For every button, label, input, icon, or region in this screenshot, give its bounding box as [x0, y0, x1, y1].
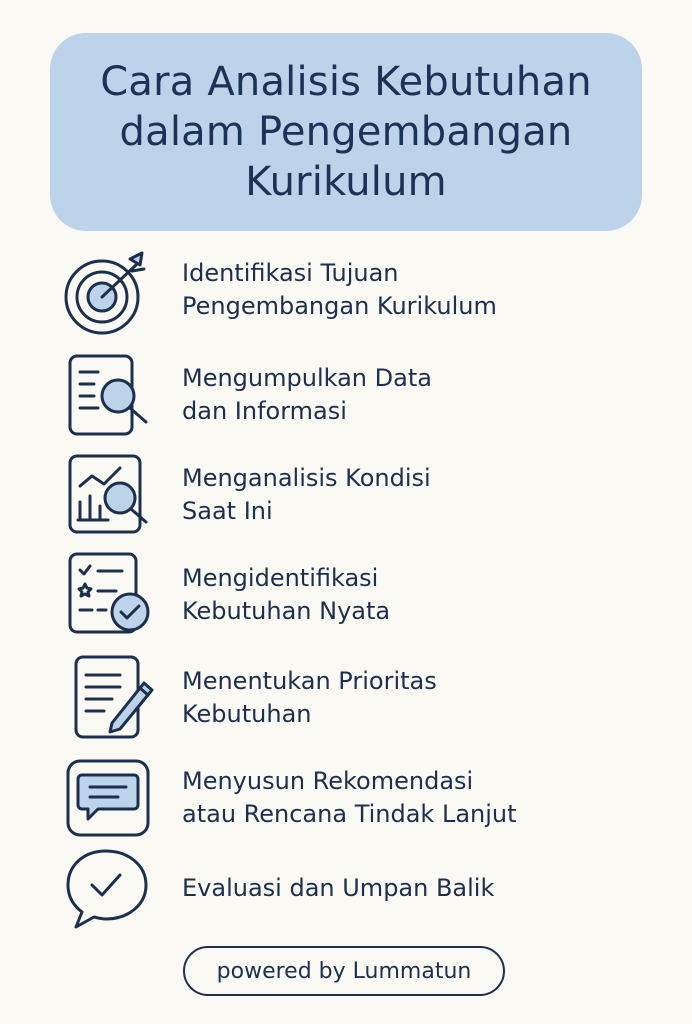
step-line-1: Menentukan Prioritas: [182, 667, 437, 695]
step-line-2: atau Rencana Tindak Lanjut: [182, 800, 517, 828]
step-item-3: [60, 450, 660, 540]
target-icon: [60, 245, 156, 335]
step-label: [182, 550, 642, 640]
step-line-1: Mengidentifikasi: [182, 564, 379, 592]
step-item-4: [60, 550, 660, 640]
step-label: [182, 753, 642, 843]
step-line-2: dan Informasi: [182, 397, 347, 425]
step-line-2: Kebutuhan Nyata: [182, 597, 391, 625]
step-item-5: [60, 653, 660, 743]
step-label: [182, 245, 642, 335]
step-label: [182, 350, 642, 440]
step-item-2: [60, 350, 660, 440]
chart-analysis-icon: [60, 450, 156, 540]
speech-check-icon: [60, 843, 156, 933]
step-item-7: [60, 843, 660, 933]
step-label: [182, 843, 642, 933]
step-item-1: [60, 245, 660, 335]
document-search-icon: [60, 350, 156, 440]
powered-by-badge: powered by Lummatun: [183, 946, 505, 996]
step-line-1: Menyusun Rekomendasi: [182, 767, 474, 795]
step-item-6: [60, 753, 660, 843]
checklist-icon: [60, 550, 156, 640]
chat-message-icon: [60, 753, 156, 843]
step-line-1: Mengumpulkan Data: [182, 364, 432, 392]
step-line-1: Menganalisis Kondisi: [182, 464, 431, 492]
step-line-2: Saat Ini: [182, 497, 273, 525]
step-line-1: Evaluasi dan Umpan Balik: [182, 873, 495, 902]
step-line-1: Identifikasi Tujuan: [182, 259, 399, 287]
step-label: [182, 653, 642, 743]
document-pencil-icon: [60, 653, 156, 743]
step-label: [182, 450, 642, 540]
step-line-2: Pengembangan Kurikulum: [182, 292, 497, 320]
step-line-2: Kebutuhan: [182, 700, 312, 728]
page-title: Cara Analisis Kebutuhan dalam Pengembangan Kurikulum: [100, 59, 592, 205]
